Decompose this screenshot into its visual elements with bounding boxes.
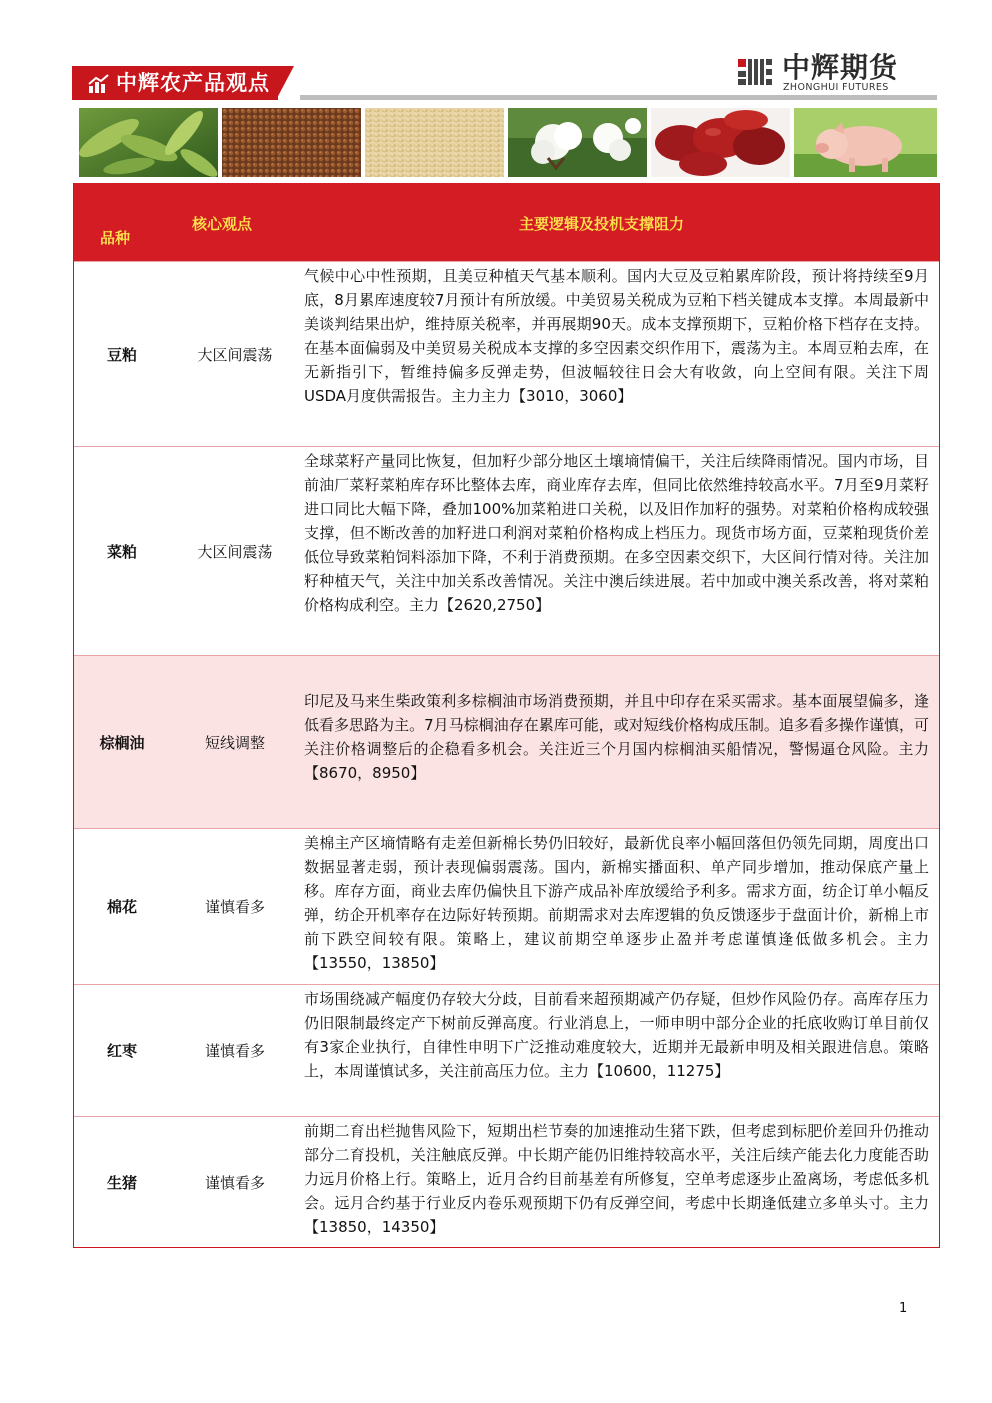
red-dates-photo (651, 108, 790, 177)
core-view-cell: 谨慎看多 (204, 898, 265, 916)
table-row-palm-oil (74, 655, 939, 828)
header-core-view: 核心观点 (192, 215, 253, 233)
variety-cell: 棕榈油 (99, 733, 145, 752)
banner-title: 中辉农产品观点 (116, 71, 270, 95)
core-view-cell: 大区间震荡 (197, 345, 273, 364)
variety-cell: 豆粕 (106, 345, 137, 364)
logic-cell: 全球菜籽产量同比恢复，但加籽少部分地区土壤墒情偏干，关注后续降雨情况。国内市场，目前油厂菜籽菜粕库存环比整体去库，商业库存去库，但同比依然维持较高水平。7月至9月菜籽进口同比大幅下降，叠加100%加菜粕进口关税，以及旧作加籽的强势。对菜粕价格构成较强支撑，但不断改善的加籽进口利润对菜粕价格构成上档压力。现货市场方面，豆菜粕现货价差低位导致菜粕饲料添加下降，不利于消费预期。在多空因素交织下，大区间行情对待。关注加籽种植天气，关注中加关系改善情况。关注中澳后续进展。若中加或中澳关系改善，将对菜粕价格构成利空。主力【2620,2750】 (304, 452, 929, 614)
variety-cell: 红枣 (106, 1042, 137, 1060)
core-view-cell: 大区间震荡 (197, 542, 273, 561)
rapeseed-photo (222, 108, 361, 177)
variety-cell: 菜粕 (106, 542, 137, 561)
logo-mark-icon (738, 57, 774, 87)
bar-chart-icon (88, 74, 110, 94)
page-number: 1 (899, 1301, 908, 1316)
table-header (74, 183, 939, 261)
logo-chinese-name: 中辉期货 (782, 51, 899, 84)
logic-cell: 印尼及马来生柴政策利多棕榈油市场消费预期，并且中印存在采买需求。基本面展望偏多，逢低看多思路为主。7月马棕榈油存在累库可能，或对短线价格构成压制。追多看多操作谨慎，可关注价格调整后的企稳看多机会。关注近三个月国内棕榈油买船情况，警惕逼仓风险。主力【8670，8950】 (304, 692, 929, 782)
section-banner (72, 66, 302, 100)
header-main-logic: 主要逻辑及投机支撑阻力 (519, 215, 685, 233)
core-view-cell: 谨慎看多 (204, 1042, 265, 1060)
table-row-soymeal (74, 261, 939, 446)
logo-english-name: ZHONGHUI FUTURES (783, 82, 889, 93)
table-row-rapeseed-meal (74, 446, 939, 655)
table-row-red-dates (74, 984, 939, 1116)
company-logo (738, 52, 938, 94)
table-row-live-hog (74, 1116, 939, 1247)
logic-cell: 市场围绕减产幅度仍存较大分歧，目前看来超预期减产仍存疑，但炒作风险仍存。高库存压力仍旧限制最终定产下树前反弹高度。行业消息上，一师申明中部分企业的托底收购订单目前仅有3家企业执行，自律性申明下广泛推动难度较大，近期并无最新申明及相关跟进信息。策略上，本周谨慎试多，关注前高压力位。主力【10600，11275】 (304, 990, 929, 1080)
table-row-cotton (74, 828, 939, 984)
cotton-photo (508, 108, 647, 177)
palm-kernel-photo (365, 108, 504, 177)
pig-photo (794, 108, 937, 177)
product-photo-strip (79, 108, 937, 177)
soybean-pods-photo (79, 108, 218, 177)
header-divider (300, 95, 937, 100)
banner-tip (276, 66, 294, 100)
logic-cell: 美棉主产区墒情略有走差但新棉长势仍旧较好，最新优良率小幅回落但仍领先同期，周度出口数据显著走弱，预计表现偏弱震荡。国内，新棉实播面积、单产同步增加，推动保底产量上移。库存方面，商业去库仍偏快且下游产成品补库放缓给予利多。需求方面，纺企订单小幅反弹，纺企开机率存在边际好转预期。前期需求对去库逻辑的负反馈逐步于盘面计价，新棉上市前下跌空间较有限。策略上，建议前期空单逐步止盈并考虑谨慎逢低做多机会。主力【13550，13850】 (304, 834, 929, 972)
header-variety: 品种 (100, 229, 131, 247)
variety-cell: 棉花 (106, 898, 137, 916)
variety-cell: 生猪 (106, 1173, 137, 1192)
core-view-cell: 短线调整 (204, 733, 265, 752)
logic-cell: 前期二育出栏抛售风险下，短期出栏节奏的加速推动生猪下跌，但考虑到标肥价差回升仍推动部分二育投机，关注触底反弹。中长期产能仍旧维持较高水平，关注后续产能去化力度能否助力远月价格上行。策略上，近月合约目前基差有所修复，空单考虑逐步止盈离场，考虑低多机会。远月合约基于行业反内卷乐观预期下仍有反弹空间，考虑中长期逢低建立多单头寸。主力【13850，14350】 (304, 1122, 929, 1236)
views-table (73, 183, 940, 1248)
core-view-cell: 谨慎看多 (204, 1173, 265, 1192)
logic-cell: 气候中心中性预期，且美豆种植天气基本顺利。国内大豆及豆粕累库阶段，预计将持续至9月底，8月累库速度较7月预计有所放缓。中美贸易关税成为豆粕下档关键成本支撑。本周最新中美谈判结果出炉，维持原关税率，并再展期90天。成本支撑预期下，豆粕价格下档存在支持。在基本面偏弱及中美贸易关税成本支撑的多空因素交织作用下，震荡为主。本周豆粕去库，在无新指引下，暂维持偏多反弹走势，但波幅较往日会大有收敛，向上空间有限。关注下周USDA月度供需报告。主力主力【3010，3060】 (304, 267, 929, 405)
